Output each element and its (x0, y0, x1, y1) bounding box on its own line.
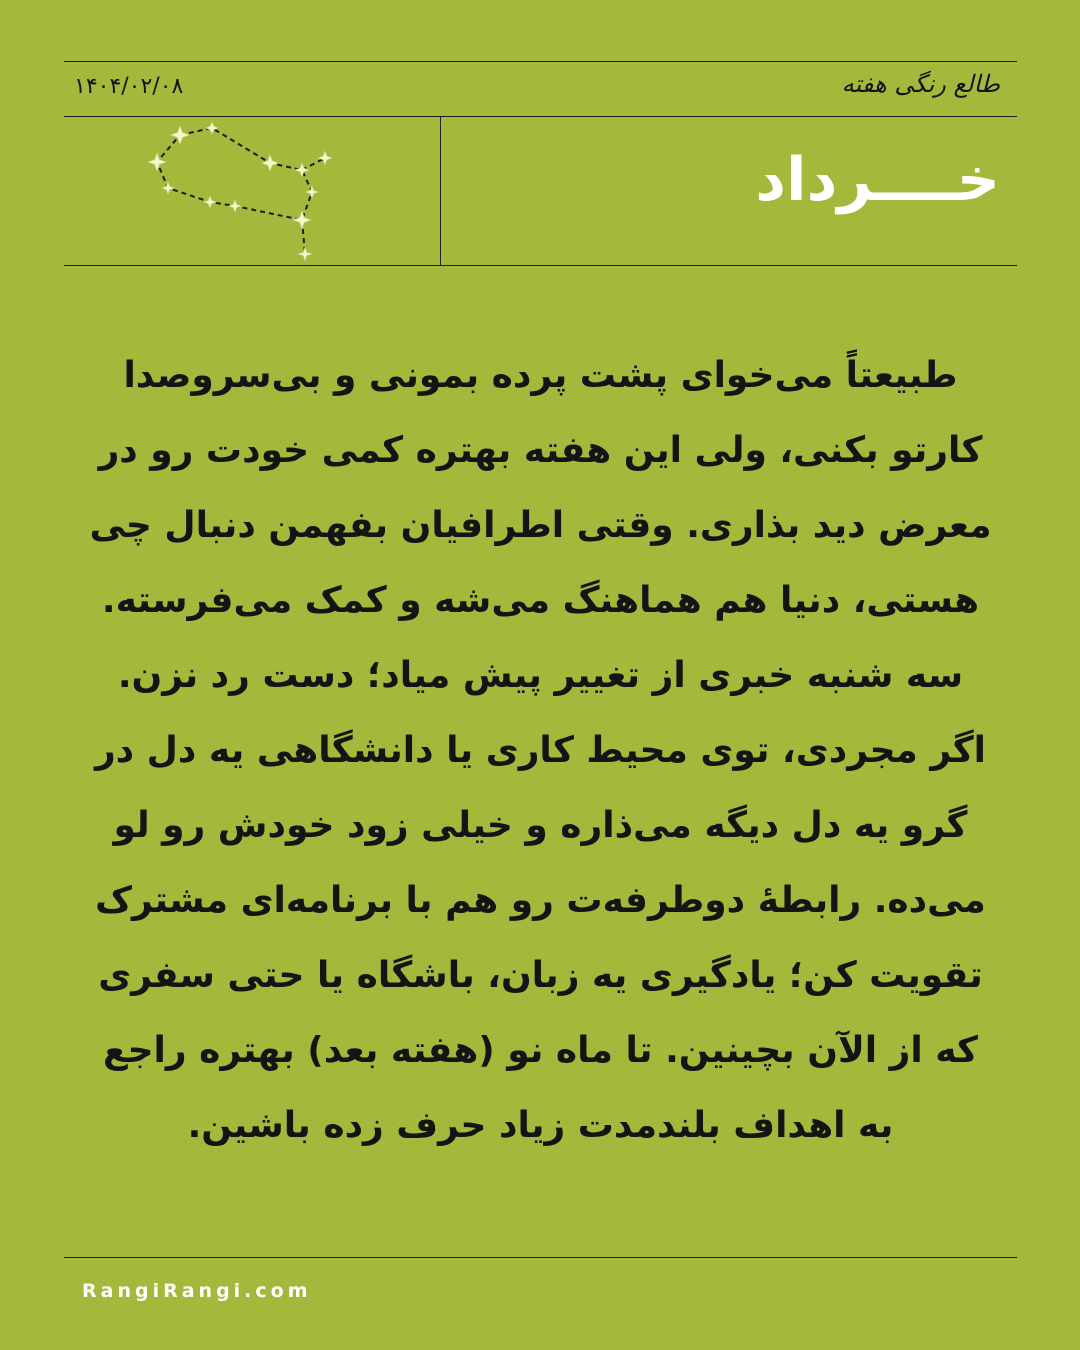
footer-site-link[interactable]: RangiRangi.com (82, 1280, 312, 1302)
body-line: می‌ده. رابطهٔ دوطرفه‌ت رو هم با برنامه‌ای مشترک (95, 880, 986, 921)
month-title: خــــرداد (755, 145, 1000, 215)
horoscope-body (64, 338, 1017, 1163)
top-divider (64, 61, 1017, 62)
section-divider (64, 265, 1017, 266)
brand-title: طالع رنگی هفته (841, 70, 1000, 98)
header-divider (64, 116, 1017, 117)
issue-date: ۱۴۰۴/۰۲/۰۸ (74, 74, 184, 99)
body-line: گرو یه دل دیگه می‌ذاره و خیلی زود خودش رو لو (113, 805, 968, 846)
body-line: کارتو بکنی، ولی این هفته بهتره کمی خودت رو در (98, 430, 983, 471)
header-vertical-divider (440, 117, 441, 265)
gemini-constellation-icon (140, 118, 340, 264)
footer-divider (64, 1257, 1017, 1258)
body-line: طبیعتاً می‌خوای پشت پرده بمونی و بی‌سروصدا (123, 355, 958, 396)
body-line: سه شنبه خبری از تغییر پیش میاد؛ دست رد نزن. (117, 655, 964, 696)
body-line: هستی، دنیا هم هماهنگ می‌شه و کمک می‌فرسته. (101, 580, 980, 621)
body-line: تقویت کن؛ یادگیری یه زبان، باشگاه یا حتی سفری (98, 955, 983, 996)
body-line: معرض دید بذاری. وقتی اطرافیان بفهمن دنبال چی (89, 505, 992, 546)
body-line: به اهداف بلندمدت زیاد حرف زده باشین. (187, 1105, 894, 1146)
body-line: که از الآن بچینین. تا ماه نو (هفته بعد) بهتره راجع (102, 1030, 978, 1071)
body-line: اگر مجردی، توی محیط کاری یا دانشگاهی یه دل در (94, 730, 987, 771)
